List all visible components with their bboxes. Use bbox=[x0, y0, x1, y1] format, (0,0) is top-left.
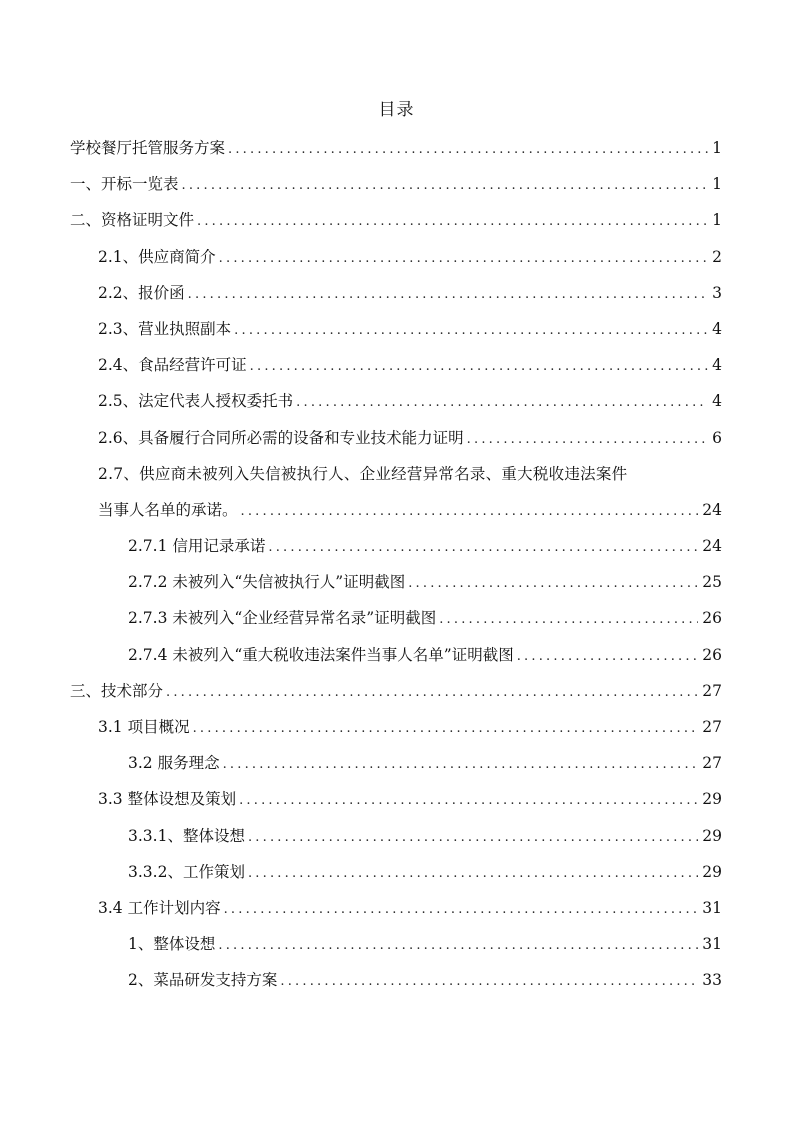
toc-entry-bid-summary[interactable] bbox=[70, 166, 722, 202]
toc-entry-technical-part[interactable] bbox=[70, 673, 722, 709]
toc-entry-label: 三、技术部分 bbox=[70, 681, 164, 700]
toc-page-number: 25 bbox=[702, 573, 722, 592]
toc-entry-label: 3.4 工作计划内容 bbox=[98, 898, 221, 917]
toc-page-number: 29 bbox=[702, 790, 722, 809]
dot-leader bbox=[182, 168, 708, 204]
toc-entry-equipment-capability[interactable] bbox=[70, 420, 722, 456]
dot-leader bbox=[188, 277, 708, 313]
toc-entry-label: 3.3.1、整体设想 bbox=[128, 826, 245, 845]
dot-leader bbox=[248, 820, 698, 856]
dot-leader bbox=[223, 747, 699, 783]
toc-page-number: 27 bbox=[702, 718, 722, 736]
toc-entry-not-tax-violation-screenshot[interactable] bbox=[70, 637, 722, 673]
toc-entry-service-concept[interactable] bbox=[70, 745, 722, 781]
toc-entry-business-license[interactable] bbox=[70, 311, 722, 347]
toc-entry-food-license[interactable] bbox=[70, 347, 722, 383]
toc-entry-label: 2.2、报价函 bbox=[98, 283, 185, 302]
toc-entry-label: 3.1 项目概况 bbox=[98, 718, 190, 736]
toc-page-number: 29 bbox=[702, 862, 722, 881]
toc-page-number: 1 bbox=[712, 211, 722, 230]
dot-leader bbox=[224, 892, 699, 928]
toc-entry-qualification-docs[interactable] bbox=[70, 202, 722, 238]
table-of-contents bbox=[70, 130, 722, 999]
toc-page-number: 6 bbox=[712, 428, 722, 447]
toc-page-number: 1 bbox=[712, 139, 722, 157]
toc-entry-overall-concept[interactable] bbox=[70, 818, 722, 854]
toc-page-number: 31 bbox=[702, 898, 722, 917]
toc-entry-menu-development[interactable] bbox=[70, 962, 722, 998]
toc-entry-label: 2.4、食品经营许可证 bbox=[98, 356, 247, 375]
toc-entry-work-plan-content[interactable] bbox=[70, 890, 722, 926]
toc-entry-credit-record[interactable] bbox=[70, 528, 722, 564]
toc-page-number: 4 bbox=[712, 356, 722, 375]
dot-leader bbox=[228, 132, 708, 168]
toc-entry-overall-idea[interactable] bbox=[70, 926, 722, 962]
toc-entry-label: 2.5、法定代表人授权委托书 bbox=[98, 392, 294, 411]
dot-leader bbox=[197, 204, 708, 240]
toc-entry-label: 2、菜品研发支持方案 bbox=[128, 971, 278, 990]
dot-leader bbox=[517, 639, 699, 675]
toc-entry-not-dishonest-screenshot[interactable] bbox=[70, 564, 722, 600]
dot-leader bbox=[268, 530, 698, 566]
toc-entry-label: 3.2 服务理念 bbox=[128, 754, 220, 773]
toc-entry-label: 3.3.2、工作策划 bbox=[128, 862, 245, 881]
toc-entry-label: 2.7.1 信用记录承诺 bbox=[128, 537, 266, 556]
toc-page-number: 27 bbox=[702, 681, 722, 700]
toc-entry-quotation-letter[interactable] bbox=[70, 275, 722, 311]
toc-entry-label: 一、开标一览表 bbox=[70, 175, 179, 194]
dot-leader bbox=[439, 602, 698, 638]
toc-entry-power-of-attorney[interactable] bbox=[70, 383, 722, 419]
toc-page-number: 1 bbox=[712, 175, 722, 194]
toc-entry-credit-commitment-line1[interactable] bbox=[70, 456, 722, 492]
dot-leader bbox=[248, 856, 698, 892]
toc-entry-label: 2.3、营业执照副本 bbox=[98, 319, 232, 338]
toc-page-number: 27 bbox=[702, 754, 722, 773]
toc-entry-label: 2.6、具备履行合同所必需的设备和专业技术能力证明 bbox=[98, 428, 464, 447]
toc-entry-label: 2.1、供应商简介 bbox=[98, 247, 216, 266]
toc-entry-overall-plan[interactable] bbox=[70, 781, 722, 817]
toc-entry-label: 3.3 整体设想及策划 bbox=[98, 790, 237, 809]
dot-leader bbox=[250, 349, 708, 385]
toc-entry-label: 当事人名单的承诺。 bbox=[98, 500, 238, 519]
dot-leader bbox=[241, 494, 699, 530]
toc-entry-not-abnormal-screenshot[interactable] bbox=[70, 600, 722, 636]
toc-entry-label: 2.7.2 未被列入“失信被执行人”证明截图 bbox=[128, 573, 406, 592]
toc-page-number: 33 bbox=[702, 971, 722, 990]
toc-entry-label: 2.7.4 未被列入“重大税收违法案件当事人名单”证明截图 bbox=[128, 645, 514, 664]
dot-leader bbox=[467, 422, 708, 458]
toc-page-number: 2 bbox=[712, 247, 722, 266]
dot-leader bbox=[219, 241, 708, 277]
dot-leader bbox=[239, 783, 698, 819]
toc-page-number: 4 bbox=[712, 392, 722, 411]
dot-leader bbox=[280, 964, 698, 1000]
toc-entry-school-canteen-plan[interactable] bbox=[70, 130, 722, 166]
toc-entry-work-planning[interactable] bbox=[70, 854, 722, 890]
toc-page-number: 24 bbox=[702, 500, 722, 519]
toc-page-number: 31 bbox=[702, 935, 722, 954]
toc-page-number: 3 bbox=[712, 283, 722, 302]
toc-title: 目录 bbox=[378, 100, 415, 120]
toc-entry-credit-commitment-line2[interactable] bbox=[70, 492, 722, 528]
toc-entry-project-overview[interactable] bbox=[70, 709, 722, 745]
toc-page-number: 29 bbox=[702, 826, 722, 845]
toc-entry-label: 学校餐厅托管服务方案 bbox=[70, 139, 226, 157]
dot-leader bbox=[234, 313, 708, 349]
toc-page-number: 26 bbox=[702, 609, 722, 628]
dot-leader bbox=[408, 566, 698, 602]
toc-page-number: 4 bbox=[712, 319, 722, 338]
toc-page-number: 26 bbox=[702, 645, 722, 664]
dot-leader bbox=[218, 928, 698, 964]
toc-entry-label: 1、整体设想 bbox=[128, 935, 216, 954]
toc-entry-label: 2.7、供应商未被列入失信被执行人、企业经营异常名录、重大税收违法案件 bbox=[98, 464, 628, 483]
dot-leader bbox=[166, 675, 698, 711]
dot-leader bbox=[193, 711, 699, 747]
toc-entry-supplier-intro[interactable] bbox=[70, 239, 722, 275]
toc-entry-label: 二、资格证明文件 bbox=[70, 211, 195, 230]
toc-entry-label: 2.7.3 未被列入“企业经营异常名录”证明截图 bbox=[128, 609, 437, 628]
toc-page-number: 24 bbox=[702, 537, 722, 556]
dot-leader bbox=[296, 385, 708, 421]
